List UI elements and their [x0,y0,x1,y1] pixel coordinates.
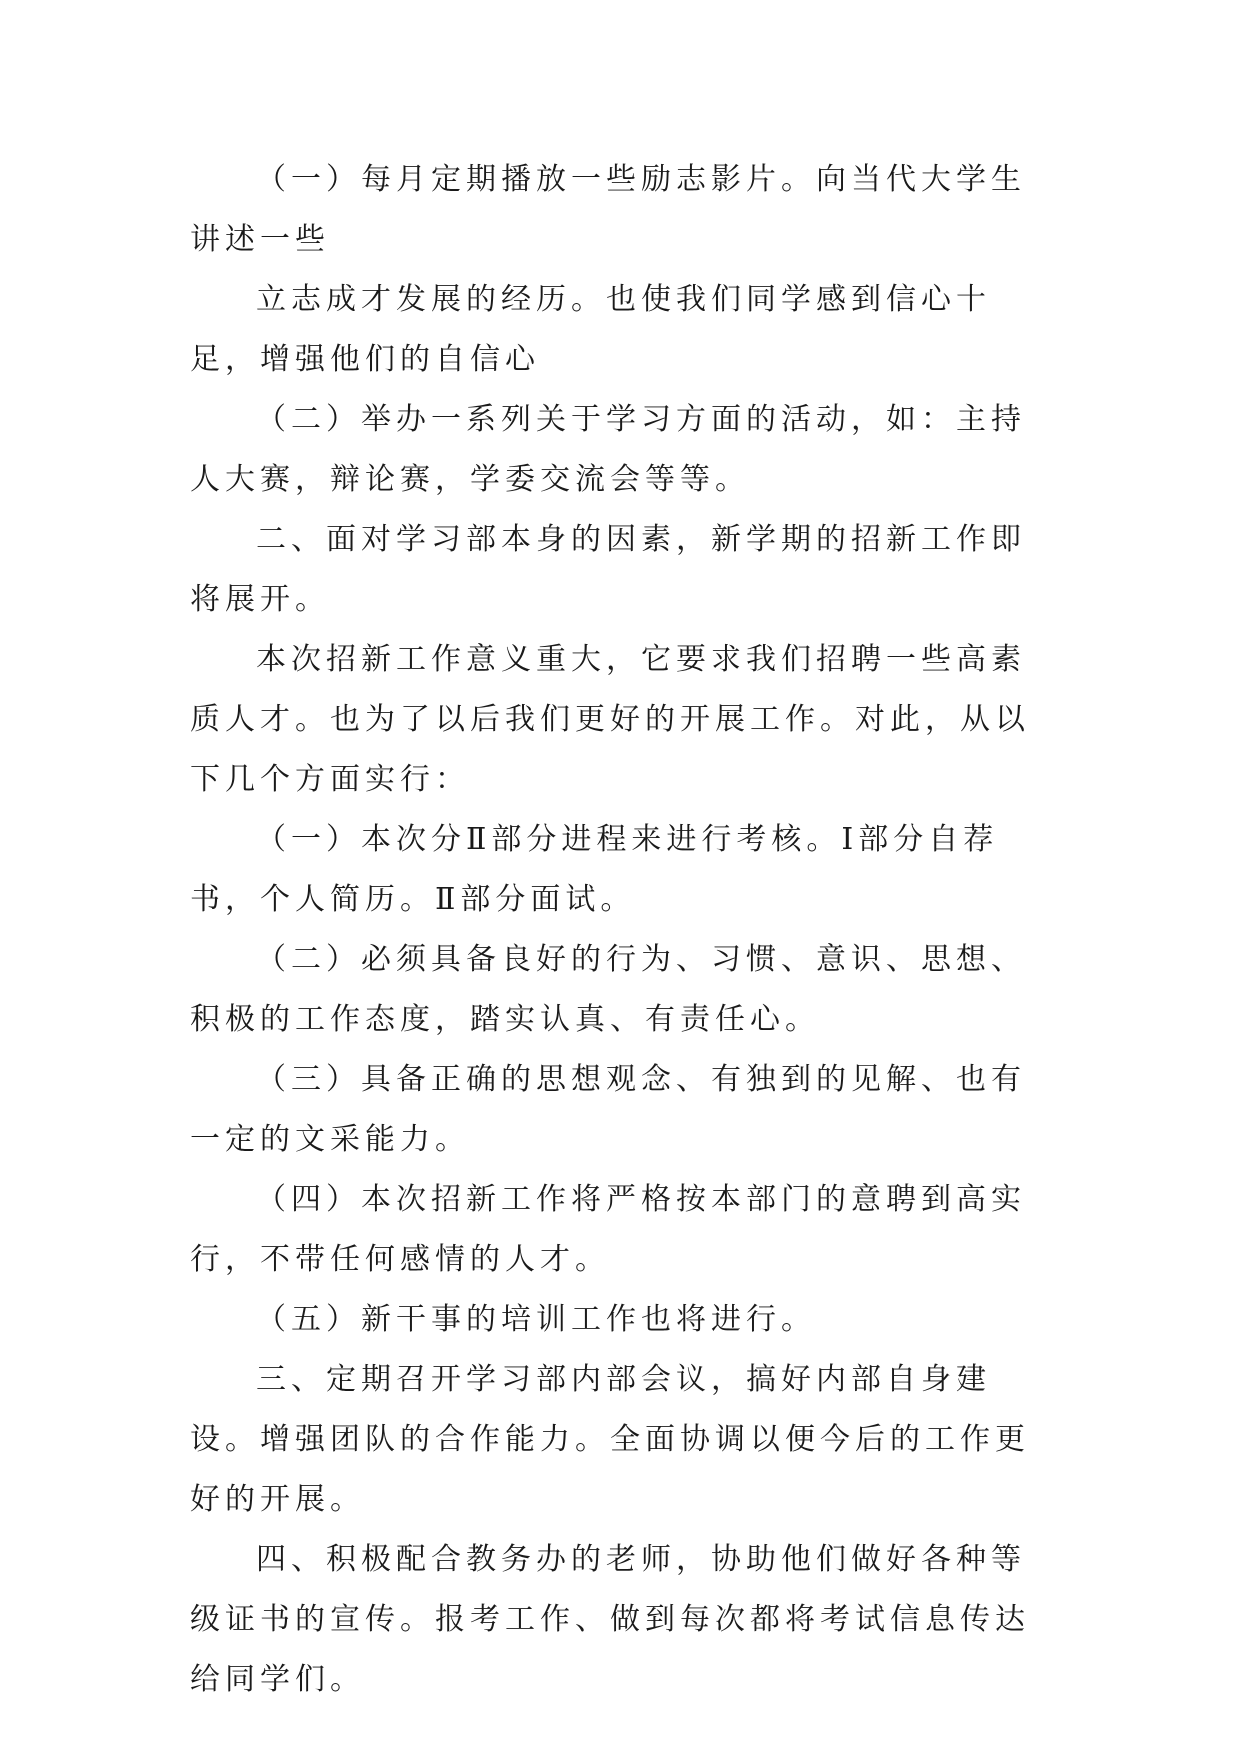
paragraph-6: （一）本次分Ⅱ部分进程来进行考核。Ⅰ部分自荐书，个人简历。Ⅱ部分面试。 [190,822,999,917]
paragraph-10: （五）新干事的培训工作也将进行。 [256,1302,816,1337]
paragraph-7: （二）必须具备良好的行为、习惯、意识、思想、积极的工作态度，踏实认真、有责任心。 [190,942,1026,1037]
paragraph-1: （一）每月定期播放一些励志影片。向当代大学生讲述一些 [190,162,1026,257]
paragraph-4: 二、面对学习部本身的因素，新学期的招新工作即将展开。 [190,522,1026,617]
paragraph-3: （二）举办一系列关于学习方面的活动，如：主持人大赛，辩论赛，学委交流会等等。 [190,402,1026,497]
paragraph-9: （四）本次招新工作将严格按本部门的意聘到高实行，不带任何感情的人才。 [190,1182,1026,1277]
paragraph-5: 本次招新工作意义重大，它要求我们招聘一些高素质人才。也为了以后我们更好的开展工作。对此，从以下几个方面实行： [190,642,1030,797]
paragraph-11: 三、定期召开学习部内部会议，搞好内部自身建设。增强团队的合作能力。全面协调以便今后的工作更好的开展。 [190,1362,1030,1517]
paragraph-12: 四、积极配合教务办的老师，协助他们做好各种等级证书的宣传。报考工作、做到每次都将考试信息传达给同学们。 [190,1542,1030,1697]
document-page [190,150,1052,1710]
paragraph-2: 立志成才发展的经历。也使我们同学感到信心十足，增强他们的自信心 [190,282,991,377]
paragraph-8: （三）具备正确的思想观念、有独到的见解、也有一定的文采能力。 [190,1062,1026,1157]
